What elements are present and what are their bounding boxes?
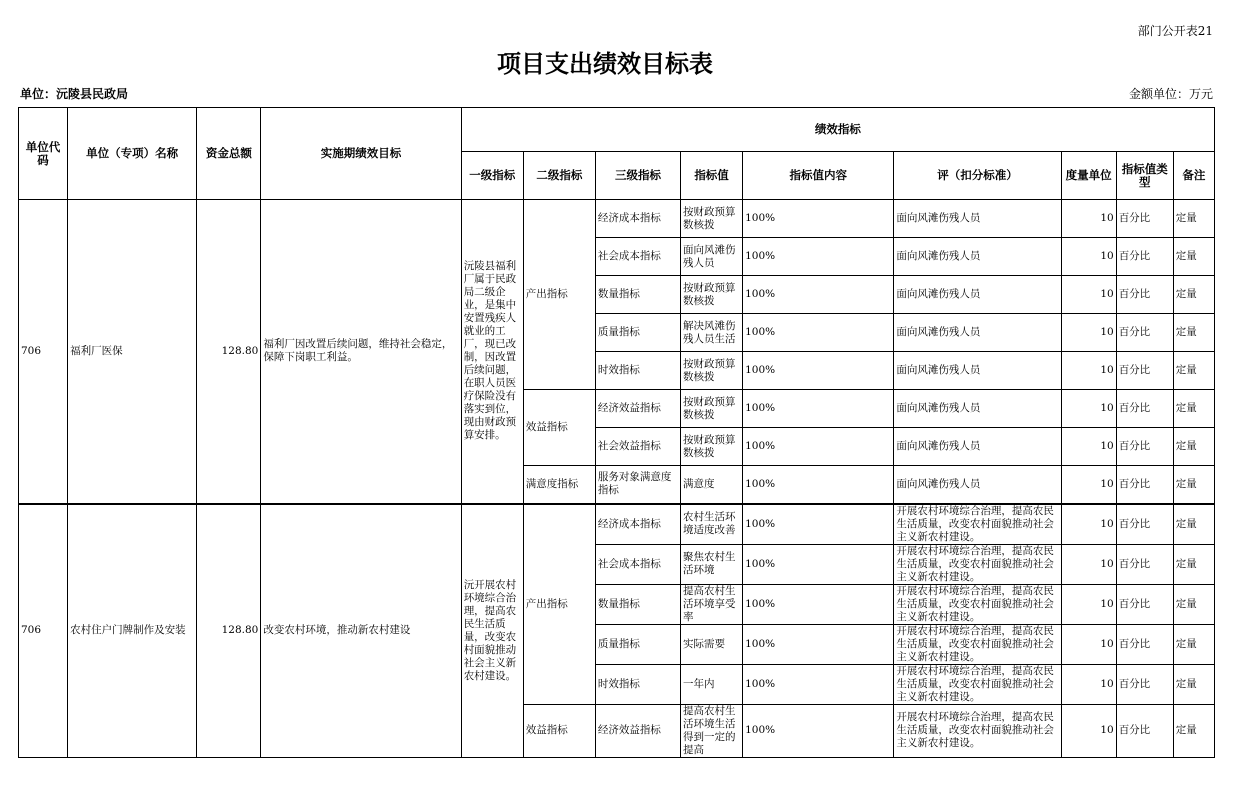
measure-unit: 10 — [1061, 390, 1116, 428]
header-score: 评（扣分标准） — [894, 152, 1061, 200]
level3-indicator: 质量指标 — [595, 314, 680, 352]
header-note: 备注 — [1173, 152, 1214, 200]
form-number: 部门公开表21 — [1137, 24, 1213, 38]
project-amount: 128.80 — [197, 200, 261, 504]
amount-unit-label: 金额单位：万元 — [1128, 87, 1213, 101]
level2-indicator: 产出指标 — [523, 200, 595, 390]
score-standard: 开展农村环境综合治理，提高农民生活质量，改变农村面貌推动社会主义新农村建设。 — [894, 584, 1061, 624]
level1-indicator: 沅陵县福利厂属于民政局二级企业，是集中安置残疾人就业的工厂，现已改制，因改置后续问题，在职人员医疗保险没有落实到位，现由财政预算安排。 — [461, 200, 523, 504]
header-name: 单位（专项）名称 — [68, 108, 197, 200]
score-standard: 开展农村环境综合治理，提高农民生活质量，改变农村面貌推动社会主义新农村建设。 — [894, 704, 1061, 757]
note: 定量 — [1173, 314, 1214, 352]
value-type: 百分比 — [1116, 352, 1173, 390]
note: 定量 — [1173, 544, 1214, 584]
measure-unit: 10 — [1061, 624, 1116, 664]
score-standard: 面向风滩伤残人员 — [894, 352, 1061, 390]
measure-unit: 10 — [1061, 352, 1116, 390]
page-title: 项目支出绩效目标表 — [497, 50, 713, 78]
score-standard: 面向风滩伤残人员 — [894, 390, 1061, 428]
project-name: 福利厂医保 — [68, 200, 197, 504]
level3-indicator: 数量指标 — [595, 276, 680, 314]
value-type: 百分比 — [1116, 584, 1173, 624]
value-type: 百分比 — [1116, 390, 1173, 428]
header-measure: 度量单位 — [1061, 152, 1116, 200]
note: 定量 — [1173, 428, 1214, 466]
project-goal: 改变农村环境，推动新农村建设 — [261, 504, 461, 758]
note: 定量 — [1173, 504, 1214, 545]
note: 定量 — [1173, 238, 1214, 276]
score-standard: 开展农村环境综合治理，提高农民生活质量，改变农村面貌推动社会主义新农村建设。 — [894, 544, 1061, 584]
indicator-content: 100% — [743, 544, 894, 584]
measure-unit: 10 — [1061, 200, 1116, 238]
value-type: 百分比 — [1116, 314, 1173, 352]
score-standard: 面向风滩伤残人员 — [894, 314, 1061, 352]
level3-indicator: 社会成本指标 — [595, 238, 680, 276]
level3-indicator: 数量指标 — [595, 584, 680, 624]
header-goal: 实施期绩效目标 — [261, 108, 461, 200]
measure-unit: 10 — [1061, 428, 1116, 466]
indicator-content: 100% — [743, 352, 894, 390]
indicator-content: 100% — [743, 276, 894, 314]
measure-unit: 10 — [1061, 504, 1116, 545]
project-name: 农村住户门牌制作及安装 — [68, 504, 197, 758]
note: 定量 — [1173, 352, 1214, 390]
performance-table — [18, 107, 1215, 758]
level3-indicator: 服务对象满意度指标 — [595, 466, 680, 504]
note: 定量 — [1173, 664, 1214, 704]
project-goal: 福利厂因改置后续问题，维持社会稳定，保障下岗职工利益。 — [261, 200, 461, 504]
indicator-content: 100% — [743, 584, 894, 624]
level3-indicator: 经济效益指标 — [595, 390, 680, 428]
indicator-value: 农村生活环境适度改善 — [681, 504, 743, 545]
indicator-content: 100% — [743, 390, 894, 428]
indicator-value: 一年内 — [681, 664, 743, 704]
measure-unit: 10 — [1061, 664, 1116, 704]
level3-indicator: 经济成本指标 — [595, 504, 680, 545]
value-type: 百分比 — [1116, 624, 1173, 664]
indicator-value: 满意度 — [681, 466, 743, 504]
measure-unit: 10 — [1061, 276, 1116, 314]
value-type: 百分比 — [1116, 238, 1173, 276]
measure-unit: 10 — [1061, 704, 1116, 757]
indicator-content: 100% — [743, 314, 894, 352]
level2-indicator: 满意度指标 — [523, 466, 595, 504]
indicator-content: 100% — [743, 504, 894, 545]
header-indicators: 绩效指标 — [461, 108, 1214, 152]
indicator-content: 100% — [743, 624, 894, 664]
value-type: 百分比 — [1116, 466, 1173, 504]
measure-unit: 10 — [1061, 466, 1116, 504]
header-level2: 二级指标 — [523, 152, 595, 200]
measure-unit: 10 — [1061, 544, 1116, 584]
score-standard: 面向风滩伤残人员 — [894, 200, 1061, 238]
level3-indicator: 时效指标 — [595, 664, 680, 704]
unit-label: 单位：沅陵县民政局 — [20, 87, 129, 101]
score-standard: 开展农村环境综合治理，提高农民生活质量，改变农村面貌推动社会主义新农村建设。 — [894, 664, 1061, 704]
indicator-content: 100% — [743, 238, 894, 276]
score-standard: 面向风滩伤残人员 — [894, 428, 1061, 466]
project-amount: 128.80 — [197, 504, 261, 758]
indicator-content: 100% — [743, 664, 894, 704]
score-standard: 面向风滩伤残人员 — [894, 276, 1061, 314]
level3-indicator: 社会成本指标 — [595, 544, 680, 584]
indicator-value: 面向风滩伤残人员 — [681, 238, 743, 276]
value-type: 百分比 — [1116, 200, 1173, 238]
header-level1: 一级指标 — [461, 152, 523, 200]
project-code: 706 — [19, 504, 68, 758]
note: 定量 — [1173, 466, 1214, 504]
level2-indicator: 效益指标 — [523, 704, 595, 757]
level2-indicator: 产出指标 — [523, 504, 595, 705]
note: 定量 — [1173, 390, 1214, 428]
measure-unit: 10 — [1061, 238, 1116, 276]
value-type: 百分比 — [1116, 544, 1173, 584]
value-type: 百分比 — [1116, 704, 1173, 757]
header-content: 指标值内容 — [743, 152, 894, 200]
level3-indicator: 质量指标 — [595, 624, 680, 664]
score-standard: 面向风滩伤残人员 — [894, 238, 1061, 276]
level3-indicator: 经济效益指标 — [595, 704, 680, 757]
score-standard: 开展农村环境综合治理，提高农民生活质量，改变农村面貌推动社会主义新农村建设。 — [894, 504, 1061, 545]
indicator-value: 按财政预算数核拨 — [681, 352, 743, 390]
value-type: 百分比 — [1116, 664, 1173, 704]
note: 定量 — [1173, 704, 1214, 757]
indicator-value: 解决风滩伤残人员生活 — [681, 314, 743, 352]
indicator-content: 100% — [743, 466, 894, 504]
score-standard: 面向风滩伤残人员 — [894, 466, 1061, 504]
value-type: 百分比 — [1116, 276, 1173, 314]
score-standard: 开展农村环境综合治理，提高农民生活质量，改变农村面貌推动社会主义新农村建设。 — [894, 624, 1061, 664]
indicator-content: 100% — [743, 704, 894, 757]
indicator-value: 提高农村生活环境生活得到一定的提高 — [681, 704, 743, 757]
value-type: 百分比 — [1116, 428, 1173, 466]
measure-unit: 10 — [1061, 314, 1116, 352]
header-level3: 三级指标 — [595, 152, 680, 200]
indicator-value: 提高农村生活环境享受率 — [681, 584, 743, 624]
note: 定量 — [1173, 584, 1214, 624]
level3-indicator: 社会效益指标 — [595, 428, 680, 466]
table-row — [19, 504, 1215, 545]
level1-indicator: 沅开展农村环境综合治理，提高农民生活质量，改变农村面貌推动社会主义新农村建设。 — [461, 504, 523, 758]
note: 定量 — [1173, 624, 1214, 664]
header-type: 指标值类型 — [1116, 152, 1173, 200]
header-code: 单位代码 — [19, 108, 68, 200]
table-row — [19, 200, 1215, 238]
header-total: 资金总额 — [197, 108, 261, 200]
indicator-content: 100% — [743, 200, 894, 238]
indicator-value: 按财政预算数核拨 — [681, 390, 743, 428]
header-value: 指标值 — [681, 152, 743, 200]
project-code: 706 — [19, 200, 68, 504]
indicator-value: 按财政预算数核拨 — [681, 200, 743, 238]
measure-unit: 10 — [1061, 584, 1116, 624]
indicator-value: 按财政预算数核拨 — [681, 276, 743, 314]
level3-indicator: 经济成本指标 — [595, 200, 680, 238]
note: 定量 — [1173, 276, 1214, 314]
value-type: 百分比 — [1116, 504, 1173, 545]
level2-indicator: 效益指标 — [523, 390, 595, 466]
indicator-value: 按财政预算数核拨 — [681, 428, 743, 466]
indicator-content: 100% — [743, 428, 894, 466]
note: 定量 — [1173, 200, 1214, 238]
level3-indicator: 时效指标 — [595, 352, 680, 390]
indicator-value: 聚焦农村生活环境 — [681, 544, 743, 584]
indicator-value: 实际需要 — [681, 624, 743, 664]
